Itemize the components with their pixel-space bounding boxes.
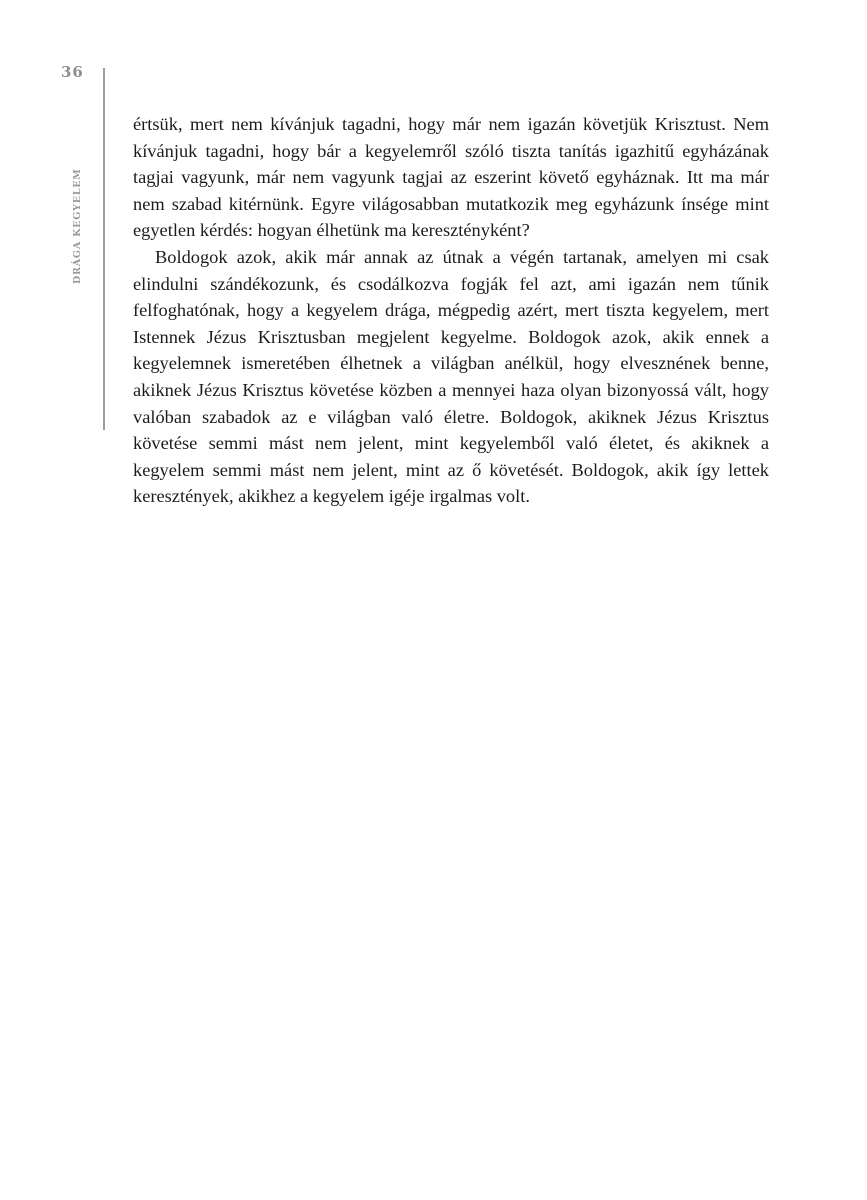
running-title-container — [66, 114, 86, 284]
body-text — [133, 111, 769, 510]
margin-divider-line — [103, 68, 105, 430]
page-number: 36 — [61, 63, 84, 81]
paragraph-continuation: értsük, mert nem kívánjuk tagadni, hogy már nem igazán követjük Krisztust. Nem kívánjuk tagadni, hogy bár a kegyelemről szóló tiszta tanítás igazhitű egyházának tagjai vagyunk, már nem vagyunk tagjai az eszerint követő egyháznak. Itt ma már nem szabad kitérnünk. Egyre világosabban mutatkozik meg egyházunk ínsége mint egyetlen kérdés: hogyan élhetünk ma keresztényként? — [133, 114, 769, 241]
running-title: DRÁGA KEGYELEM — [72, 168, 83, 284]
paragraph-beatitudes: Boldogok azok, akik már annak az útnak a végén tartanak, amelyen mi csak elindulni szándékozunk, és csodálkozva fogják fel azt, ami igazán nem tűnik felfoghatónak, hogy a kegyelem drága, mégpedig azért, mert tiszta kegyelem, mert Istennek Jézus Krisztusban megjelent kegyelme. Boldogok azok, akik ennek a kegyelemnek ismeretében élhetnek a világban anélkül, hogy elvesznének benne, akiknek Jézus Krisztus követése közben a mennyei haza olyan bizonyossá vált, hogy valóban szabadok az e világban való életre. Boldogok, akiknek Jézus Krisztus követése semmi mást nem jelent, mint kegyelemből való életet, és akiknek a kegyelem semmi mást nem jelent, mint az ő követését. Boldogok, akik így lettek keresztények, akikhez a kegyelem igéje irgalmas volt. — [133, 246, 769, 507]
